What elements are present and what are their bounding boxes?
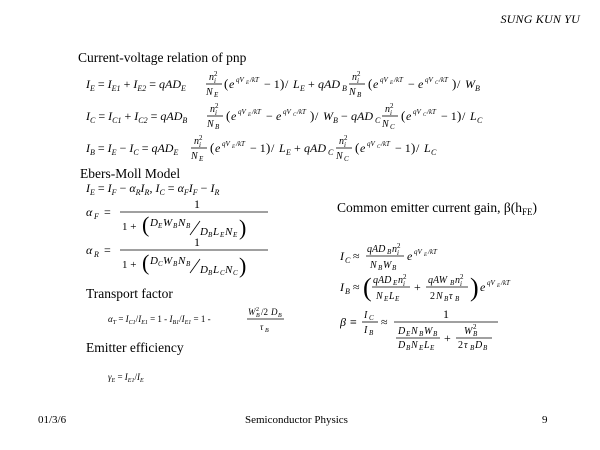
svg-text:L: L [424, 141, 431, 155]
svg-text:B: B [419, 330, 424, 338]
svg-text:e: e [360, 141, 366, 155]
svg-text:): ) [266, 140, 271, 155]
svg-text:/kT: /kT [501, 279, 510, 287]
svg-text:B: B [208, 269, 213, 277]
svg-text:qV: qV [380, 76, 388, 84]
svg-text:N: N [370, 260, 377, 271]
transport-factor-equation [108, 304, 288, 338]
svg-text:(: ( [224, 76, 229, 91]
svg-text:E: E [158, 222, 163, 230]
svg-text:i: i [199, 141, 201, 149]
svg-text:F: F [94, 212, 99, 221]
svg-text:≈: ≈ [353, 280, 360, 294]
svg-text:(: ( [355, 140, 360, 155]
svg-text:(: ( [368, 76, 373, 91]
emitter-efficiency-title: Emitter efficiency [86, 340, 184, 355]
ebers-moll-title: Ebers-Moll Model [80, 166, 181, 181]
svg-text:(: ( [142, 250, 150, 275]
svg-text:qAD: qAD [318, 77, 340, 91]
svg-text:2: 2 [397, 242, 401, 250]
svg-text:/kT: /kT [428, 248, 437, 256]
svg-text:2: 2 [460, 273, 464, 281]
svg-text:B: B [369, 329, 374, 337]
svg-text:≡: ≡ [350, 315, 357, 329]
svg-text:qV: qV [238, 108, 246, 116]
svg-text:τ: τ [260, 322, 264, 332]
svg-text:i: i [460, 280, 462, 288]
svg-text:N: N [436, 291, 443, 302]
svg-text:C: C [344, 155, 349, 163]
svg-text:2: 2 [430, 291, 435, 302]
svg-text:E: E [220, 231, 225, 239]
svg-text:IE = IE1 + IE2 = qADE: $I_E = I_{E1} + I_{E2} = qAD_E$ [86, 77, 186, 93]
svg-text:1: 1 [194, 235, 200, 249]
svg-text:E: E [232, 145, 236, 150]
svg-text:i: i [397, 249, 399, 257]
svg-text:=: = [104, 243, 111, 257]
svg-text:β: β [340, 315, 346, 329]
svg-text:qV: qV [425, 76, 433, 84]
svg-text:L: L [424, 340, 430, 350]
svg-text:E: E [233, 231, 238, 239]
svg-text:C: C [293, 113, 297, 118]
svg-text:D: D [150, 255, 158, 267]
iv-section-title: Current-voltage relation of pnp [78, 50, 247, 65]
svg-text:B: B [345, 287, 350, 296]
svg-text:γE = IE1/IE: $\gamma_E = I_{E1}/I_E$ [108, 372, 144, 384]
svg-text:W: W [163, 217, 173, 229]
svg-text:qAW: qAW [428, 275, 448, 286]
svg-text:W: W [163, 255, 173, 267]
svg-text:qV: qV [222, 140, 230, 148]
svg-text:): ) [457, 108, 462, 123]
svg-text:τ: τ [449, 291, 453, 302]
svg-text:B: B [173, 222, 178, 230]
svg-text:e: e [418, 77, 424, 91]
svg-text:(: ( [226, 108, 231, 123]
svg-text:B: B [470, 344, 475, 350]
svg-text:N: N [207, 119, 214, 130]
footer-page-number: 9 [542, 414, 548, 426]
svg-text:C: C [477, 116, 483, 125]
svg-text:2: 2 [473, 323, 477, 331]
svg-text:E: E [248, 113, 252, 118]
svg-text:e: e [231, 109, 237, 123]
svg-text:+: + [294, 141, 301, 155]
svg-text:B: B [473, 330, 478, 338]
svg-text:I: I [364, 310, 368, 321]
svg-text:B: B [406, 344, 411, 350]
svg-text:/kT: /kT [439, 76, 448, 84]
svg-text:D: D [475, 340, 483, 350]
svg-text:/: / [416, 141, 420, 155]
svg-text:E: E [246, 81, 250, 86]
beta-equation [340, 306, 540, 350]
svg-text:n: n [352, 72, 357, 83]
svg-text:qAD: qAD [373, 275, 392, 286]
svg-text:e: e [407, 249, 413, 263]
svg-text:W: W [464, 326, 473, 337]
svg-text:/kT: /kT [427, 108, 436, 116]
svg-text:N: N [349, 87, 356, 98]
svg-text:α: α [86, 243, 93, 257]
svg-text:E: E [300, 84, 305, 93]
svg-text:n: n [209, 72, 214, 83]
svg-text:/kT: /kT [236, 140, 245, 148]
svg-text:E: E [497, 284, 501, 289]
svg-text:1: 1 [194, 197, 200, 211]
svg-text:C: C [328, 148, 334, 157]
svg-text:/kT: /kT [297, 108, 306, 116]
emitter-efficiency-equation [108, 366, 188, 386]
svg-text:W: W [248, 307, 256, 317]
svg-text:(: ( [401, 108, 406, 123]
svg-text:): ) [470, 273, 479, 302]
svg-text:n: n [398, 275, 403, 286]
svg-text:D: D [398, 340, 406, 350]
svg-text:αT = IC1/IE1 = 1 - IB1/IE1 = 1: $\alpha_T = I_{C1}/I_{E1} = 1 - I_{B1}/I_{E1} = 1$ - [108, 314, 211, 326]
svg-text:qV: qV [236, 76, 244, 84]
svg-text:C: C [345, 256, 351, 265]
svg-text:L: L [293, 77, 300, 91]
svg-text:N: N [336, 151, 343, 162]
svg-text:n: n [194, 136, 199, 147]
svg-text:): ) [411, 140, 416, 155]
svg-text:=: = [104, 205, 111, 219]
svg-text:n: n [385, 104, 390, 115]
svg-text:(: ( [363, 273, 372, 302]
svg-text:i: i [215, 109, 217, 117]
svg-text:B: B [483, 344, 488, 350]
svg-text:(: ( [210, 140, 215, 155]
svg-text:1 +: 1 + [122, 221, 137, 233]
svg-text:C: C [369, 314, 374, 322]
svg-text:/: / [315, 109, 319, 123]
svg-text:i: i [403, 280, 405, 288]
svg-text:B: B [256, 313, 260, 319]
svg-text:B: B [444, 295, 449, 303]
svg-text:B: B [357, 91, 362, 99]
svg-text:qV: qV [283, 108, 291, 116]
svg-text:+: + [308, 77, 315, 91]
svg-text:N: N [382, 119, 389, 130]
svg-text:C: C [220, 269, 225, 277]
svg-text:B: B [215, 123, 220, 131]
svg-text:e: e [480, 280, 486, 294]
svg-text:): ) [310, 108, 315, 123]
svg-text:e: e [229, 77, 235, 91]
svg-text:C: C [158, 260, 163, 268]
svg-text:C: C [375, 116, 381, 125]
svg-text:C: C [233, 269, 238, 277]
svg-text:C: C [377, 145, 381, 150]
svg-text:i: i [357, 77, 359, 85]
svg-text:): ) [239, 215, 247, 240]
svg-text:): ) [280, 76, 285, 91]
svg-text:C: C [390, 123, 395, 131]
svg-text:τ: τ [464, 340, 468, 350]
ie-pnp-equation [86, 68, 556, 100]
svg-text:R: R [94, 250, 99, 259]
svg-text:IC = IC1 + IC2 = qADB: $I_C = I_{C1} + I_{C2} = qAD_B$ [86, 109, 188, 125]
svg-text:N: N [225, 226, 233, 238]
svg-text:/: / [457, 77, 461, 91]
svg-text:L: L [213, 264, 220, 276]
svg-text:n: n [455, 275, 460, 286]
svg-text:+: + [414, 280, 421, 294]
svg-text:C: C [431, 148, 437, 157]
svg-text:−: − [266, 109, 273, 123]
ib-pnp-equation [86, 132, 556, 164]
svg-text:E: E [393, 279, 398, 287]
svg-text:N: N [225, 264, 233, 276]
svg-text:n: n [210, 104, 215, 115]
svg-text:B: B [333, 116, 338, 125]
alpha-r-equation [86, 234, 286, 280]
svg-text:E: E [406, 330, 411, 338]
svg-text:2: 2 [390, 102, 394, 110]
svg-text:− 1: − 1 [395, 141, 411, 155]
transport-factor-title: Transport factor [86, 286, 173, 301]
svg-text:N: N [178, 255, 186, 267]
svg-text:): ) [452, 76, 457, 91]
svg-text:N: N [411, 340, 418, 350]
svg-text:/: / [462, 109, 466, 123]
common-emitter-gain-subscript: FE [521, 207, 533, 217]
svg-text:/: / [285, 77, 289, 91]
svg-text:B: B [342, 84, 347, 93]
author-name: SUNG KUN YU [500, 12, 580, 26]
svg-text:B: B [186, 260, 191, 268]
svg-text:2: 2 [214, 70, 218, 78]
svg-text:qAD: qAD [351, 109, 373, 123]
svg-text:qV: qV [367, 140, 375, 148]
svg-text:2: 2 [458, 340, 463, 350]
svg-text:2: 2 [256, 307, 259, 313]
ib-gain-equation [340, 270, 560, 306]
svg-text:/kT: /kT [250, 76, 259, 84]
svg-text:−: − [408, 77, 415, 91]
svg-text:W: W [323, 109, 333, 123]
svg-text:B: B [265, 328, 269, 334]
svg-text:2: 2 [403, 273, 407, 281]
svg-text:i: i [344, 141, 346, 149]
svg-text:1: 1 [443, 307, 449, 321]
svg-text:N: N [376, 291, 383, 302]
svg-text:IE = IF − αRIR, IC = αFIF − IR: $I_E = I_F - \alpha_RI_R$, $I_C = \alpha_FI_F - I_R$ [86, 181, 220, 197]
svg-text:i: i [214, 77, 216, 85]
svg-text:L: L [389, 291, 395, 302]
ic-gain-equation [340, 240, 490, 274]
footer-title: Semiconductor Physics [245, 414, 348, 426]
svg-text:1 +: 1 + [122, 259, 137, 271]
svg-text:(: ( [142, 212, 150, 237]
svg-text:e: e [215, 141, 221, 155]
common-emitter-gain-close: ) [532, 200, 537, 215]
svg-text:≈: ≈ [353, 249, 360, 263]
svg-text:/kT: /kT [252, 108, 261, 116]
svg-text:/: / [271, 141, 275, 155]
svg-text:2: 2 [344, 134, 348, 142]
svg-text:D: D [398, 326, 406, 337]
svg-text:E: E [390, 81, 394, 86]
svg-text:C: C [435, 81, 439, 86]
svg-text:L: L [279, 141, 286, 155]
svg-text:E: E [395, 295, 400, 303]
svg-text:− 1: − 1 [250, 141, 266, 155]
svg-text:C: C [423, 113, 427, 118]
svg-text:i: i [390, 109, 392, 117]
svg-text:B: B [173, 260, 178, 268]
ic-pnp-equation [86, 100, 556, 132]
svg-text:n: n [392, 244, 397, 255]
svg-text:W: W [383, 260, 392, 271]
svg-text:α: α [86, 205, 93, 219]
svg-text:B: B [186, 222, 191, 230]
svg-text:2: 2 [357, 70, 361, 78]
svg-text:/kT: /kT [394, 76, 403, 84]
svg-text:/2: /2 [261, 307, 269, 317]
svg-text:qAD: qAD [367, 244, 386, 255]
svg-text:B: B [387, 248, 392, 256]
svg-text:W: W [465, 77, 475, 91]
svg-text:qV: qV [414, 248, 422, 256]
svg-text:D: D [150, 217, 158, 229]
svg-text:qAD: qAD [304, 141, 326, 155]
svg-text:E: E [286, 148, 291, 157]
common-emitter-gain-label: Common emitter current gain, β(h [337, 200, 522, 215]
svg-text:): ) [239, 253, 247, 278]
svg-text:B: B [475, 84, 480, 93]
svg-text:N: N [206, 87, 213, 98]
svg-text:B: B [278, 313, 282, 319]
svg-text:N: N [191, 151, 198, 162]
svg-text:D: D [200, 226, 208, 238]
svg-text:B: B [433, 330, 438, 338]
svg-text:−: − [341, 109, 348, 123]
svg-text:E: E [199, 155, 204, 163]
svg-text:/kT: /kT [381, 140, 390, 148]
svg-text:E: E [430, 344, 435, 350]
svg-text:D: D [271, 307, 278, 317]
svg-text:e: e [373, 77, 379, 91]
svg-text:L: L [213, 226, 220, 238]
svg-text:e: e [406, 109, 412, 123]
svg-text:qV: qV [487, 279, 495, 287]
svg-text:− 1: − 1 [264, 77, 280, 91]
svg-text:B: B [450, 279, 455, 287]
svg-text:E: E [214, 91, 219, 99]
svg-text:n: n [339, 136, 344, 147]
svg-text:B: B [208, 231, 213, 239]
svg-text:− 1: − 1 [441, 109, 457, 123]
footer-date: 01/3/6 [38, 414, 67, 426]
svg-text:I: I [340, 280, 344, 294]
svg-text:2: 2 [215, 102, 219, 110]
svg-text:E: E [384, 295, 389, 303]
svg-text:L: L [470, 109, 477, 123]
svg-text:≈: ≈ [381, 315, 388, 329]
svg-text:D: D [200, 264, 208, 276]
svg-text:N: N [178, 217, 186, 229]
svg-text:N: N [411, 326, 418, 337]
svg-text:B: B [378, 264, 383, 272]
svg-text:I: I [340, 249, 344, 263]
svg-text:IB = IE − IC = qADE: $I_B = I_E - I_C = qAD_E$ [86, 141, 179, 157]
svg-text:2: 2 [199, 134, 203, 142]
svg-text:E: E [419, 344, 424, 350]
common-emitter-gain-title [337, 200, 537, 217]
svg-text:E: E [424, 253, 428, 258]
svg-text:B: B [392, 264, 397, 272]
svg-text:I: I [364, 325, 368, 336]
svg-text:B: B [455, 295, 460, 303]
svg-text:e: e [276, 109, 282, 123]
svg-text:W: W [424, 326, 433, 337]
svg-text:qV: qV [413, 108, 421, 116]
svg-text:+: + [444, 331, 451, 345]
